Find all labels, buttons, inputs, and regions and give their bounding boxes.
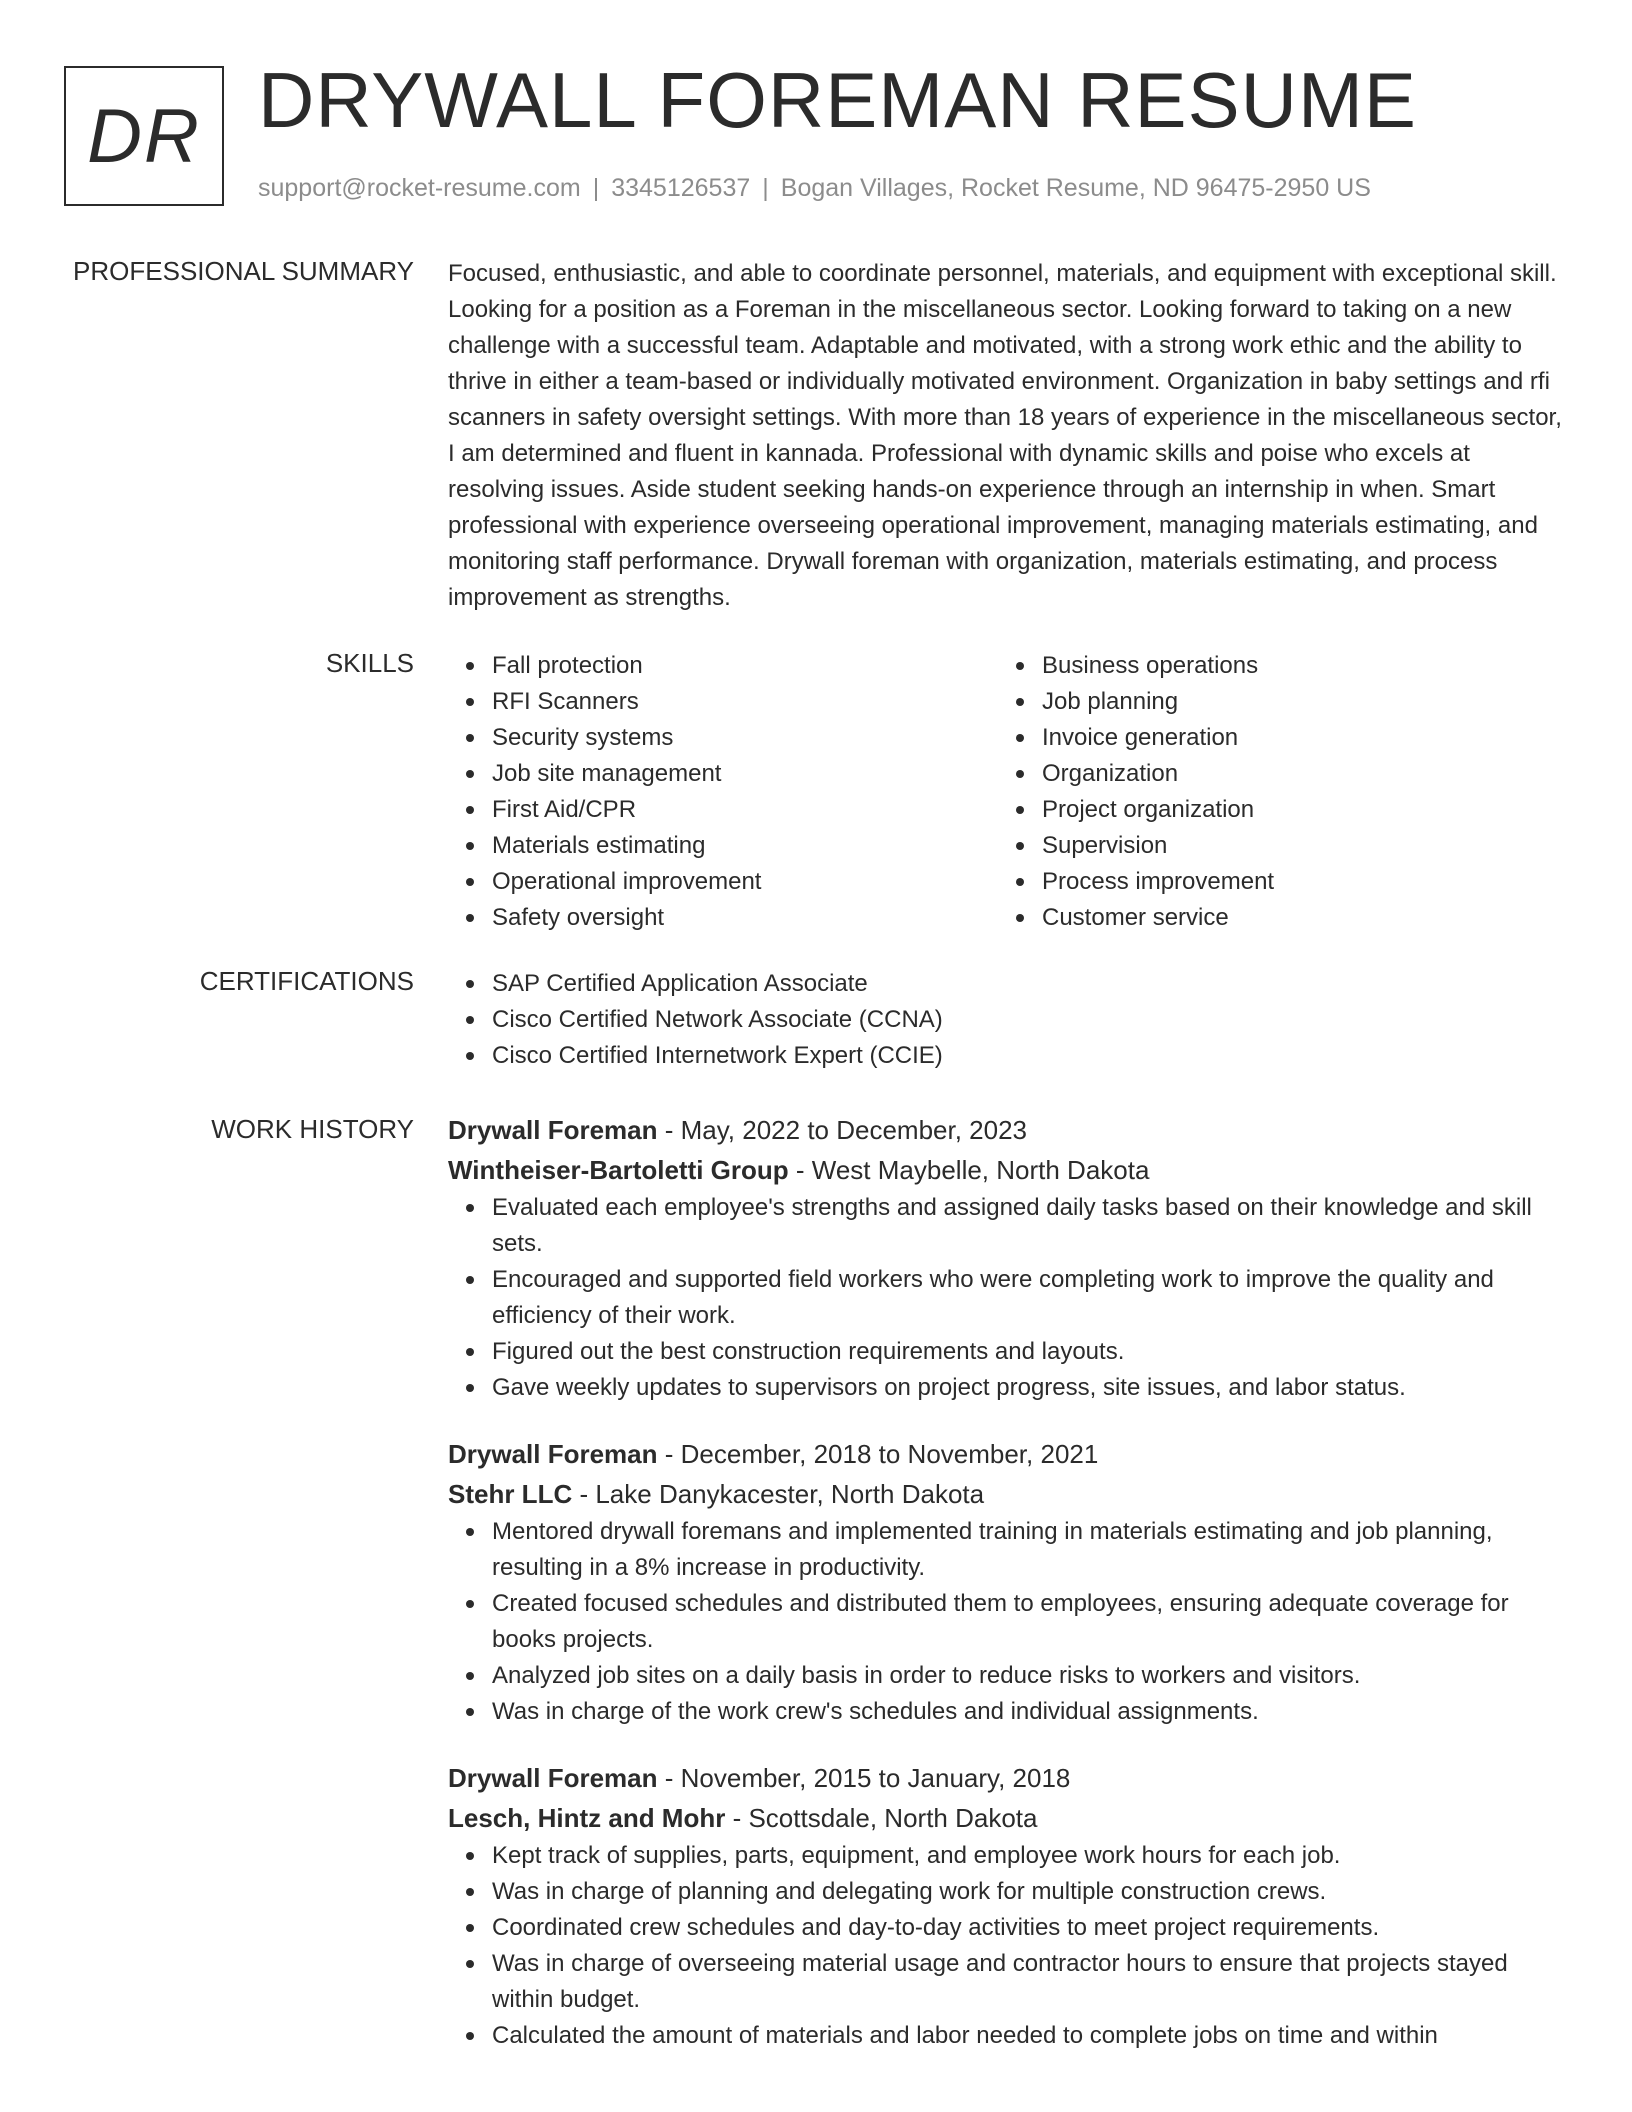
job-title-line	[448, 1758, 1566, 1798]
job-title: Drywall Foreman	[448, 1439, 658, 1469]
skill-item: Invoice generation	[1042, 720, 1548, 756]
skill-item: Operational improvement	[492, 864, 998, 900]
skill-item: Project organization	[1042, 792, 1548, 828]
skill-item: Job site management	[492, 756, 998, 792]
section-label-work-history: WORK HISTORY	[211, 1114, 414, 1144]
skill-item: Customer service	[1042, 900, 1548, 936]
certification-item: Cisco Certified Network Associate (CCNA)	[492, 1002, 1566, 1038]
job-bullet: Was in charge of overseeing material usage and contractor hours to ensure that projects stayed within budget.	[492, 1946, 1566, 2018]
job-bullet: Analyzed job sites on a daily basis in order to reduce risks to workers and visitors.	[492, 1658, 1566, 1694]
job-dates: - November, 2015 to January, 2018	[657, 1763, 1071, 1793]
section-label-skills: SKILLS	[325, 648, 414, 678]
certification-item: SAP Certified Application Associate	[492, 966, 1566, 1002]
skills-list-left	[448, 648, 998, 936]
job-bullet: Gave weekly updates to supervisors on project progress, site issues, and labor status.	[492, 1370, 1566, 1406]
contact-separator: |	[592, 174, 600, 202]
skill-item: RFI Scanners	[492, 684, 998, 720]
job-location: - Lake Danykacester, North Dakota	[572, 1479, 985, 1509]
skill-item: Safety oversight	[492, 900, 998, 936]
job-company-line	[448, 1798, 1566, 1838]
skill-item: Materials estimating	[492, 828, 998, 864]
summary-text: Focused, enthusiastic, and able to coordinate personnel, materials, and equipment with exceptional skill. Looking for a position as a Foreman in the miscellaneous sector. Looking forward to taking on a new challenge with a successful team. Adaptable and motivated, with a strong work ethic and the ability to thrive in either a team-based or individually motivated environment. Organization in baby settings and rfi scanners in safety oversight settings. With more than 18 years of experience in the miscellaneous sector, I am determined and fluent in kannada. Professional with dynamic skills and poise who excels at resolving issues. Aside student seeking hands-on experience through an internship in when. Smart professional with experience overseeing operational improvement, managing materials estimating, and monitoring staff performance. Drywall foreman with organization, materials estimating, and process improvement as strengths.	[448, 260, 1562, 611]
job-location: - Scottsdale, North Dakota	[725, 1803, 1038, 1833]
certification-item: Cisco Certified Internetwork Expert (CCIE)	[492, 1038, 1566, 1074]
skill-item: Job planning	[1042, 684, 1548, 720]
skills-list-right	[998, 648, 1548, 936]
job-company: Stehr LLC	[448, 1479, 573, 1509]
job-bullet: Was in charge of planning and delegating work for multiple construction crews.	[492, 1874, 1566, 1910]
skill-item: Security systems	[492, 720, 998, 756]
job-entry	[448, 1110, 1566, 1406]
skill-item: Business operations	[1042, 648, 1548, 684]
job-bullet: Kept track of supplies, parts, equipment, and employee work hours for each job.	[492, 1838, 1566, 1874]
monogram: DR	[64, 66, 224, 206]
job-title: Drywall Foreman	[448, 1115, 658, 1145]
skill-item: Organization	[1042, 756, 1548, 792]
job-company-line	[448, 1150, 1566, 1190]
resume-title: DRYWALL FOREMAN RESUME	[258, 56, 1417, 144]
job-bullet: Figured out the best construction requirements and layouts.	[492, 1334, 1566, 1370]
job-title-line	[448, 1110, 1566, 1150]
skill-item: Process improvement	[1042, 864, 1548, 900]
job-company: Lesch, Hintz and Mohr	[448, 1803, 726, 1833]
job-title-line	[448, 1434, 1566, 1474]
contact-line	[258, 174, 1371, 203]
contact-phone: 3345126537	[611, 174, 751, 202]
job-bullet: Coordinated crew schedules and day-to-day activities to meet project requirements.	[492, 1910, 1566, 1946]
contact-address: Bogan Villages, Rocket Resume, ND 96475-2950 US	[780, 174, 1371, 202]
job-bullet: Calculated the amount of materials and labor needed to complete jobs on time and within	[492, 2018, 1566, 2054]
skill-item: Fall protection	[492, 648, 998, 684]
skill-item: Supervision	[1042, 828, 1548, 864]
job-company: Wintheiser-Bartoletti Group	[448, 1155, 789, 1185]
contact-separator: |	[762, 174, 769, 202]
job-location: - West Maybelle, North Dakota	[788, 1155, 1150, 1185]
job-company-line	[448, 1474, 1566, 1514]
job-dates: - May, 2022 to December, 2023	[657, 1115, 1028, 1145]
skill-item: First Aid/CPR	[492, 792, 998, 828]
section-label-summary: PROFESSIONAL SUMMARY	[73, 256, 414, 286]
section-label-certifications: CERTIFICATIONS	[199, 966, 414, 996]
job-bullet: Was in charge of the work crew's schedules and individual assignments.	[492, 1694, 1566, 1730]
job-bullet: Mentored drywall foremans and implemented training in materials estimating and job planning, resulting in a 8% increase in productivity.	[492, 1514, 1566, 1586]
job-bullet: Encouraged and supported field workers who were completing work to improve the quality and efficiency of their work.	[492, 1262, 1566, 1334]
job-bullets	[448, 1838, 1566, 2054]
job-bullet: Created focused schedules and distributed them to employees, ensuring adequate coverage for books projects.	[492, 1586, 1566, 1658]
job-bullets	[448, 1514, 1566, 1730]
contact-email: support@rocket-resume.com	[258, 174, 581, 202]
job-bullet: Evaluated each employee's strengths and assigned daily tasks based on their knowledge and skill sets.	[492, 1190, 1566, 1262]
certifications-list	[448, 966, 1566, 1074]
job-title: Drywall Foreman	[448, 1763, 658, 1793]
job-bullets	[448, 1190, 1566, 1406]
job-dates: - December, 2018 to November, 2021	[657, 1439, 1099, 1469]
job-entry	[448, 1434, 1566, 1730]
job-entry	[448, 1758, 1566, 2054]
